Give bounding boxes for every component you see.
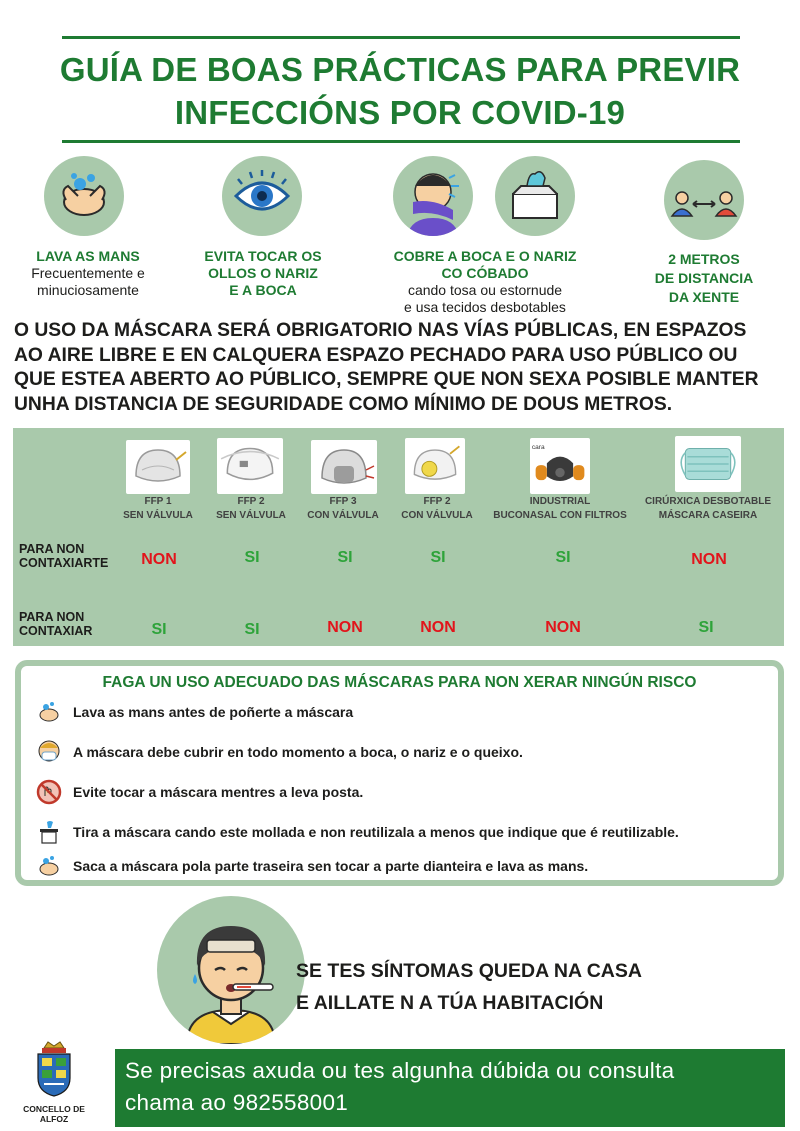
value-industrial-others: NON xyxy=(545,619,581,636)
help-banner xyxy=(115,1049,785,1127)
usage-text: Lava as mans antes de poñerte a máscara xyxy=(73,704,354,720)
value-ffp1-others: SI xyxy=(151,621,167,638)
usage-title: FAGA UN USO ADECUADO DAS MÁSCARAS PARA NON XERAR NINGÚN RISCO xyxy=(102,674,697,691)
value-ffp2-self: SI xyxy=(244,549,260,566)
usage-item xyxy=(35,738,523,766)
mask-label-line: FFP 3 xyxy=(329,496,357,507)
mask-label-line: CON VÁLVULA xyxy=(401,510,473,521)
symptoms-line: E AILLATE N A TÚA HABITACIÓN xyxy=(296,992,604,1014)
row-label-line: PARA NON xyxy=(19,610,85,624)
row-label-others xyxy=(19,610,92,638)
tip-title: E A BOCA xyxy=(229,282,297,298)
cough-elbow-icon xyxy=(393,156,473,236)
value-industrial-self: SI xyxy=(555,549,571,566)
sick-person-thermometer-icon xyxy=(157,896,305,1044)
value-surgical-others: SI xyxy=(698,619,714,636)
tip-cover-cough xyxy=(370,248,600,316)
tip-desc: cando tosa ou estornude xyxy=(407,282,563,298)
industrial-respirator-icon xyxy=(530,438,590,494)
value-ffp2-others: SI xyxy=(244,621,260,638)
mask-label-ffp1 xyxy=(108,495,208,523)
notice-line: QUE ESTEA ABERTO AO PÚBLICO, SEMPRE QUE NON SEXA POSIBLE MANTER xyxy=(14,369,759,390)
mask-label-line: MÁSCARA CASEIRA xyxy=(658,510,758,521)
mask-label-line: CIRÚRXICA DESBOTABLE xyxy=(644,496,772,507)
usage-text: Tira a máscara cando este mollada e non reutilizala a menos que indique que é reutilizable. xyxy=(73,824,679,840)
value-ffp2-valve-others: NON xyxy=(420,619,456,636)
title-rule-top xyxy=(62,36,740,39)
tip-avoid-touch xyxy=(188,248,338,299)
page-title-line1: GUÍA DE BOAS PRÁCTICAS PARA PREVIR xyxy=(59,51,741,88)
row-label-line: CONTAXIAR xyxy=(19,624,93,638)
mask-label-line: BUCONASAL CON FILTROS xyxy=(493,510,627,521)
value-ffp3-valve-self: SI xyxy=(337,549,353,566)
value-ffp1-self: NON xyxy=(141,551,177,568)
title-rule-bottom xyxy=(62,140,740,143)
mask-label-line: SEN VÁLVULA xyxy=(123,510,193,521)
tip-title: 2 METROS xyxy=(668,251,740,267)
mask-label-line: FFP 2 xyxy=(237,496,265,507)
tip-title: OLLOS O NARIZ xyxy=(208,265,318,281)
usage-item xyxy=(35,778,363,806)
usage-text: A máscara debe cubrir en todo momento a boca, o nariz e o queixo. xyxy=(73,744,523,760)
ffp2-mask-icon xyxy=(217,438,283,494)
notice-line: O USO DA MÁSCARA SERÁ OBRIGATORIO NAS VÍAS PÚBLICAS, EN ESPAZOS xyxy=(14,320,747,341)
tip-title: COBRE A BOCA E O NARIZ xyxy=(393,248,577,264)
ffp3-valve-mask-icon xyxy=(311,440,377,494)
tip-title: EVITA TOCAR OS xyxy=(204,248,322,264)
usage-text: Saca a máscara pola parte traseira sen tocar a parte dianteira e lava as mans. xyxy=(73,858,589,874)
row-label-line: CONTAXIARTE xyxy=(19,556,109,570)
coat-of-arms-icon xyxy=(18,1040,90,1104)
tip-title: LAVA AS MANS xyxy=(36,248,140,264)
mask-usage-panel xyxy=(15,660,784,886)
hand-washing-icon xyxy=(44,156,124,236)
mask-label-line: CON VÁLVULA xyxy=(307,510,379,521)
usage-item xyxy=(35,852,588,880)
wash-hands-icon xyxy=(35,852,63,880)
tip-title: DA XENTE xyxy=(668,289,740,305)
tip-wash-hands xyxy=(18,248,158,299)
eye-icon xyxy=(222,156,302,236)
page-title-line2: INFECCIÓNS POR COVID-19 xyxy=(174,94,626,131)
ffp2-valve-mask-icon xyxy=(405,438,465,494)
notice-line: UNHA DISTANCIA DE SEGURIDADE COMO MÍNIMO DE DOUS METROS. xyxy=(14,393,673,415)
mask-label-line: FFP 2 xyxy=(423,496,451,507)
tip-desc: e usa tecidos desbotables xyxy=(404,299,566,315)
respirator-image-text: cara xyxy=(531,444,545,452)
help-line: Se precisas axuda ou tes algunha dúbida ou consulta xyxy=(125,1058,675,1083)
face-mask-icon xyxy=(35,738,63,766)
ffp1-mask-icon xyxy=(126,440,190,494)
mask-label-ffp3-valve xyxy=(293,495,393,523)
value-surgical-self: NON xyxy=(691,551,727,568)
mask-obligation-notice xyxy=(14,319,786,417)
mask-label-line: SEN VÁLVULA xyxy=(216,510,286,521)
wash-hands-icon xyxy=(35,698,63,726)
tip-desc: Frecuentemente e xyxy=(31,265,145,281)
distance-icon xyxy=(664,160,744,240)
mask-label-surgical xyxy=(633,495,783,523)
tip-title: CO CÓBADO xyxy=(441,265,529,281)
bin-icon xyxy=(35,818,63,846)
municipality-label: CONCELLO DE ALFOZ xyxy=(23,1104,85,1124)
mask-comparison-panel xyxy=(13,428,784,646)
help-line: chama ao 982558001 xyxy=(125,1090,349,1115)
mask-label-ffp2 xyxy=(201,495,301,523)
tip-title: DE DISTANCIA xyxy=(654,270,754,286)
tip-distance xyxy=(634,250,774,307)
symptoms-message xyxy=(296,955,642,1019)
usage-item xyxy=(35,698,353,726)
mask-label-industrial xyxy=(485,495,635,523)
mask-label-ffp2-valve xyxy=(387,495,487,523)
tissue-box-icon xyxy=(495,156,575,236)
value-ffp2-valve-self: SI xyxy=(430,549,446,566)
mask-label-line: INDUSTRIAL xyxy=(529,496,591,507)
surgical-mask-icon xyxy=(675,436,741,492)
usage-item xyxy=(35,818,679,846)
symptoms-line: SE TES SÍNTOMAS QUEDA NA CASA xyxy=(296,960,642,982)
row-label-self xyxy=(19,542,108,570)
no-touch-icon xyxy=(35,778,63,806)
mask-label-line: FFP 1 xyxy=(144,496,172,507)
notice-line: AO AIRE LIBRE E EN CALQUERA ESPAZO PECHADO PARA USO PÚBLICO OU xyxy=(14,344,738,366)
usage-text: Evite tocar a máscara mentres a leva posta. xyxy=(73,784,364,800)
value-ffp3-valve-others: NON xyxy=(327,619,363,636)
row-label-line: PARA NON xyxy=(19,542,85,556)
tip-desc: minuciosamente xyxy=(37,282,139,298)
